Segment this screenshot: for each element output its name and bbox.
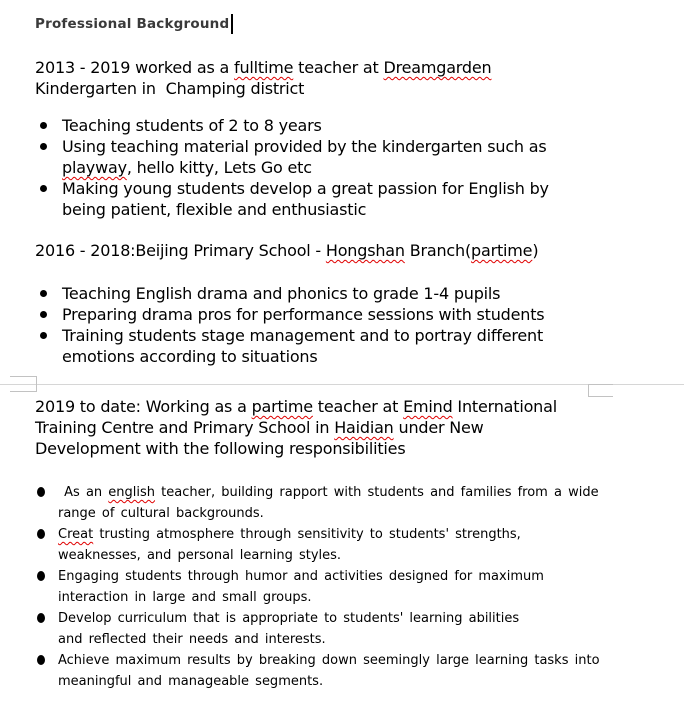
text-run: and reflected their needs and interests. bbox=[58, 632, 326, 647]
text-run: under New bbox=[393, 418, 484, 437]
text-line[interactable] bbox=[35, 57, 684, 78]
bullet-text bbox=[62, 325, 684, 367]
bullet-text bbox=[62, 283, 684, 304]
page-break-crop-mark-right bbox=[588, 384, 613, 397]
misspelled-word: Emind bbox=[403, 397, 453, 416]
text-run: As an bbox=[58, 485, 109, 500]
text-line[interactable] bbox=[62, 115, 684, 136]
bullet-text bbox=[62, 304, 684, 325]
page-break-divider bbox=[0, 367, 684, 396]
text-run: 2019 to date: Working as a bbox=[35, 397, 252, 416]
bullet-item[interactable] bbox=[35, 650, 684, 692]
misspelled-word: english bbox=[108, 485, 156, 500]
text-line[interactable] bbox=[58, 503, 684, 524]
bullet-text bbox=[58, 482, 684, 524]
text-run: Engaging students through humor and activities designed for maximum bbox=[58, 569, 544, 584]
experience-1-summary[interactable] bbox=[35, 57, 684, 99]
section-heading-row[interactable] bbox=[35, 12, 684, 36]
bullet-text bbox=[62, 115, 684, 136]
bullet-item[interactable] bbox=[35, 482, 684, 524]
text-run: Using teaching material provided by the kindergarten such as bbox=[62, 137, 547, 156]
text-line[interactable] bbox=[35, 438, 684, 459]
text-line[interactable] bbox=[58, 524, 684, 545]
text-run: Development with the following responsibilities bbox=[35, 439, 406, 458]
text-run: Achieve maximum results by breaking down seemingly large learning tasks into bbox=[58, 653, 600, 668]
text-line[interactable] bbox=[62, 136, 684, 157]
text-run: International bbox=[452, 397, 557, 416]
text-line[interactable] bbox=[35, 417, 684, 438]
misspelled-word: Hongshan bbox=[325, 241, 405, 260]
text-line[interactable] bbox=[35, 240, 684, 261]
misspelled-word: fulltime bbox=[234, 58, 294, 77]
text-run: , hello kitty, Lets Go etc bbox=[126, 158, 312, 177]
experience-3-bullets[interactable] bbox=[35, 482, 684, 692]
bullet-item[interactable] bbox=[35, 283, 684, 304]
bullet-item[interactable] bbox=[35, 115, 684, 136]
text-run: weaknesses, and personal learning styles. bbox=[58, 548, 342, 563]
text-run: 2016 - 2018:Beijing Primary School - bbox=[35, 241, 326, 260]
bullet-text bbox=[58, 650, 684, 692]
experience-2-bullets[interactable] bbox=[35, 283, 684, 367]
text-run: Teaching students of 2 to 8 years bbox=[62, 116, 322, 135]
text-run: 2013 - 2019 worked as a bbox=[35, 58, 235, 77]
misspelled-word: Haidian bbox=[334, 418, 394, 437]
bullet-icon bbox=[40, 143, 47, 150]
bullet-icon bbox=[40, 122, 47, 129]
text-line[interactable] bbox=[58, 608, 684, 629]
text-line[interactable] bbox=[62, 304, 684, 325]
text-line[interactable] bbox=[35, 396, 684, 417]
text-line[interactable] bbox=[62, 199, 684, 220]
text-line[interactable] bbox=[58, 482, 684, 503]
text-run: teacher at bbox=[293, 58, 384, 77]
bullet-icon bbox=[37, 613, 45, 623]
misspelled-word: partime bbox=[471, 241, 533, 260]
text-run: Teaching English drama and phonics to grade 1-4 pupils bbox=[62, 284, 501, 303]
text-line[interactable] bbox=[58, 566, 684, 587]
text-line[interactable] bbox=[62, 283, 684, 304]
text-run: ) bbox=[532, 241, 539, 260]
bullet-item[interactable] bbox=[35, 524, 684, 566]
text-run: Training students stage management and to portray different bbox=[62, 326, 544, 345]
experience-1-bullets[interactable] bbox=[35, 115, 684, 220]
bullet-icon bbox=[37, 529, 45, 539]
text-run: meaningful and manageable segments. bbox=[58, 674, 324, 689]
text-run: teacher at bbox=[312, 397, 404, 416]
text-run: Preparing drama pros for performance sessions with students bbox=[62, 305, 545, 324]
text-run: Branch( bbox=[404, 241, 472, 260]
text-line[interactable] bbox=[62, 325, 684, 346]
misspelled-word: playway bbox=[62, 158, 127, 177]
experience-3-summary[interactable] bbox=[35, 396, 684, 459]
section-heading: Professional Background bbox=[35, 16, 230, 32]
text-line[interactable] bbox=[62, 178, 684, 199]
bullet-text bbox=[58, 524, 684, 566]
bullet-icon bbox=[37, 571, 45, 581]
text-cursor bbox=[231, 14, 233, 34]
misspelled-word: Dreamgarden bbox=[383, 58, 492, 77]
bullet-item[interactable] bbox=[35, 178, 684, 220]
text-run: range of cultural backgrounds. bbox=[58, 506, 264, 521]
text-line[interactable] bbox=[58, 671, 684, 692]
bullet-item[interactable] bbox=[35, 304, 684, 325]
text-run: Making young students develop a great passion for English by bbox=[62, 179, 549, 198]
misspelled-word: Creat bbox=[58, 527, 94, 542]
bullet-text bbox=[58, 566, 684, 608]
bullet-item[interactable] bbox=[35, 325, 684, 367]
bullet-icon bbox=[40, 185, 47, 192]
text-line[interactable] bbox=[35, 78, 684, 99]
text-run: teacher, building rapport with students and families from a wide bbox=[155, 485, 599, 500]
bullet-icon bbox=[40, 332, 47, 339]
text-line[interactable] bbox=[58, 545, 684, 566]
text-run: emotions according to situations bbox=[62, 347, 318, 366]
bullet-text bbox=[58, 608, 684, 650]
text-run: Kindergarten in Champing district bbox=[35, 79, 305, 98]
text-run: being patient, flexible and enthusiastic bbox=[62, 200, 367, 219]
misspelled-word: partime bbox=[251, 397, 313, 416]
page-break-line bbox=[0, 384, 684, 385]
bullet-text bbox=[62, 178, 684, 220]
bullet-icon bbox=[37, 655, 45, 665]
bullet-item[interactable] bbox=[35, 608, 684, 650]
text-line[interactable] bbox=[58, 650, 684, 671]
bullet-text bbox=[62, 136, 684, 178]
experience-2-summary[interactable] bbox=[35, 240, 684, 261]
bullet-icon bbox=[37, 487, 45, 497]
text-run: Develop curriculum that is appropriate to students' learning abilities bbox=[58, 611, 520, 626]
bullet-icon bbox=[40, 311, 47, 318]
text-run: Training Centre and Primary School in bbox=[35, 418, 335, 437]
bullet-item[interactable] bbox=[35, 566, 684, 608]
text-run: trusting atmosphere through sensitivity to students' strengths, bbox=[93, 527, 521, 542]
bullet-icon bbox=[40, 290, 47, 297]
text-line[interactable] bbox=[62, 157, 684, 178]
bullet-item[interactable] bbox=[35, 136, 684, 178]
page-break-crop-mark-left bbox=[10, 376, 37, 392]
text-line[interactable] bbox=[62, 346, 684, 367]
text-run: interaction in large and small groups. bbox=[58, 590, 312, 605]
text-line[interactable] bbox=[58, 587, 684, 608]
text-line[interactable] bbox=[58, 629, 684, 650]
